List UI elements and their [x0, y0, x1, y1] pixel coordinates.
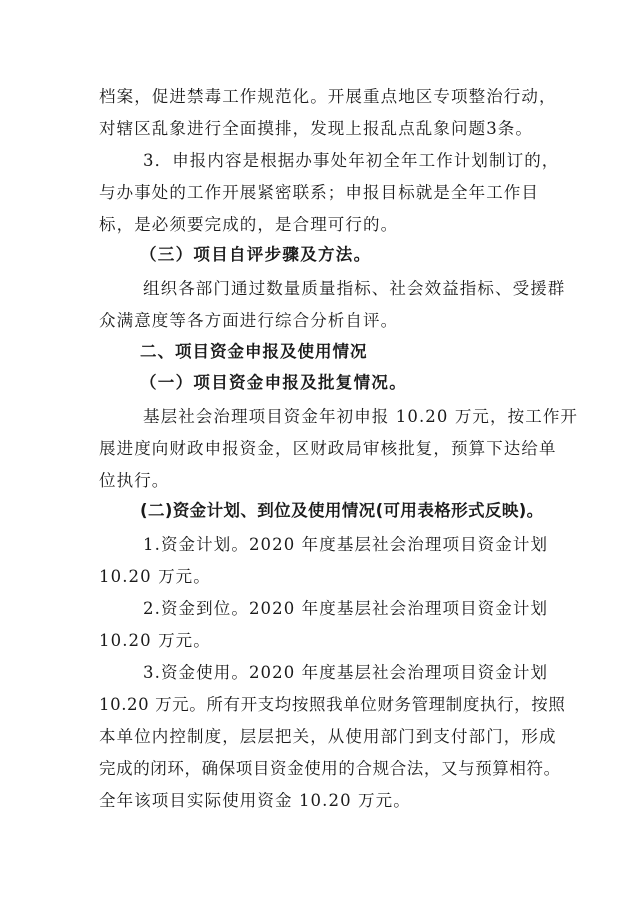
body-text-line: 组织各部门通过数量质量指标、社会效益指标、受援群 [143, 279, 566, 298]
body-text-line: 完成的闭环，确保项目资金使用的合规合法，又与预算相符。 [99, 759, 561, 778]
body-text-line: 全年该项目实际使用资金 10.20 万元。 [99, 791, 411, 810]
body-text-line: 本单位内控制度，层层把关，从使用部门到支付部门，形成 [99, 727, 557, 746]
body-text-line: 10.20 万元。 [99, 567, 211, 586]
body-text-line: 3．申报内容是根据办事处年初全年工作计划制订的， [143, 151, 560, 170]
body-text-line: 基层社会治理项目资金年初申报 10.20 万元，按工作开 [143, 407, 579, 426]
body-text-line: 3.资金使用。2020 年度基层社会治理项目资金计划 [143, 663, 549, 682]
body-text-line: 与办事处的工作开展紧密联系；申报目标就是全年工作目 [99, 183, 539, 202]
body-text-line: 10.20 万元。 [99, 631, 211, 650]
body-text-line: 2.资金到位。2020 年度基层社会治理项目资金计划 [143, 599, 549, 618]
section-subheading: （三）项目自评步骤及方法。 [140, 245, 372, 264]
body-text-line: 1.资金计划。2020 年度基层社会治理项目资金计划 [143, 535, 549, 554]
body-text-line: 位执行。 [99, 471, 170, 490]
body-text-line: 10.20 万元。所有开支均按照我单位财务管理制度执行，按照 [99, 695, 566, 714]
section-subheading: (二)资金计划、到位及使用情况(可用表格形式反映)。 [140, 501, 544, 520]
section-subheading: （一）项目资金申报及批复情况。 [140, 373, 407, 392]
section-heading: 二、项目资金申报及使用情况 [140, 342, 368, 361]
body-text-line: 众满意度等各方面进行综合分析自评。 [99, 311, 399, 330]
body-text-line: 展进度向财政申报资金，区财政局审核批复，预算下达给单 [99, 439, 557, 458]
body-text-line: 对辖区乱象进行全面摸排，发现上报乱点乱象问题3条。 [99, 119, 533, 138]
body-text-line: 档案，促进禁毒工作规范化。开展重点地区专项整治行动， [99, 87, 557, 106]
body-text-line: 标，是必须要完成的，是合理可行的。 [99, 215, 399, 234]
